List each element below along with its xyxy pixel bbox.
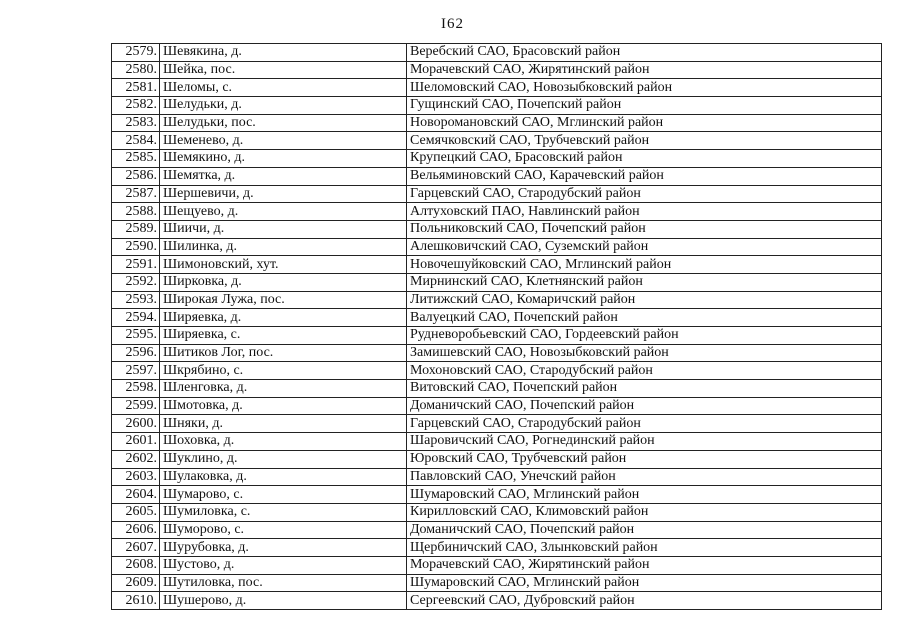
- row-number-cell: 2590.: [112, 238, 160, 256]
- settlement-name-cell: Ширяевка, д.: [160, 309, 407, 327]
- council-district-cell: Шумаровский САО, Мглинский район: [407, 574, 882, 592]
- settlements-table: [111, 43, 882, 610]
- council-district-cell: Семячковский САО, Трубчевский район: [407, 132, 882, 150]
- table-row: [112, 97, 882, 115]
- settlement-name-cell: Шелудьки, пос.: [160, 114, 407, 132]
- table-row: [112, 521, 882, 539]
- settlement-name-cell: Шленговка, д.: [160, 380, 407, 398]
- table-row: [112, 450, 882, 468]
- settlement-name-cell: Широкая Лужа, пос.: [160, 291, 407, 309]
- council-district-cell: Крупецкий САО, Брасовский район: [407, 150, 882, 168]
- table-row: [112, 114, 882, 132]
- table-row: [112, 397, 882, 415]
- table-row: [112, 256, 882, 274]
- settlement-name-cell: Шоховка, д.: [160, 433, 407, 451]
- table-row: [112, 468, 882, 486]
- settlement-name-cell: Шемякино, д.: [160, 150, 407, 168]
- council-district-cell: Шеломовский САО, Новозыбковский район: [407, 79, 882, 97]
- row-number-cell: 2607.: [112, 539, 160, 557]
- row-number-cell: 2605.: [112, 503, 160, 521]
- row-number-cell: 2585.: [112, 150, 160, 168]
- settlement-name-cell: Шумарово, с.: [160, 486, 407, 504]
- table-row: [112, 503, 882, 521]
- council-district-cell: Шаровичский САО, Рогнединский район: [407, 433, 882, 451]
- settlement-name-cell: Шурубовка, д.: [160, 539, 407, 557]
- row-number-cell: 2596.: [112, 344, 160, 362]
- council-district-cell: Алтуховский ПАО, Навлинский район: [407, 203, 882, 221]
- settlement-name-cell: Шустово, д.: [160, 556, 407, 574]
- table-row: [112, 556, 882, 574]
- row-number-cell: 2595.: [112, 327, 160, 345]
- settlement-name-cell: Шершевичи, д.: [160, 185, 407, 203]
- council-district-cell: Вельяминовский САО, Карачевский район: [407, 167, 882, 185]
- row-number-cell: 2609.: [112, 574, 160, 592]
- settlement-name-cell: Шимоновский, хут.: [160, 256, 407, 274]
- table-row: [112, 592, 882, 610]
- table-row: [112, 433, 882, 451]
- table-row: [112, 185, 882, 203]
- table-row: [112, 203, 882, 221]
- table-row: [112, 273, 882, 291]
- table-row: [112, 220, 882, 238]
- council-district-cell: Валуецкий САО, Почепский район: [407, 309, 882, 327]
- row-number-cell: 2579.: [112, 44, 160, 62]
- row-number-cell: 2604.: [112, 486, 160, 504]
- council-district-cell: Павловский САО, Унечский район: [407, 468, 882, 486]
- row-number-cell: 2582.: [112, 97, 160, 115]
- settlements-table-body: [112, 44, 882, 610]
- council-district-cell: Новочешуйковский САО, Мглинский район: [407, 256, 882, 274]
- council-district-cell: Сергеевский САО, Дубровский район: [407, 592, 882, 610]
- row-number-cell: 2587.: [112, 185, 160, 203]
- table-row: [112, 291, 882, 309]
- row-number-cell: 2606.: [112, 521, 160, 539]
- row-number-cell: 2581.: [112, 79, 160, 97]
- row-number-cell: 2586.: [112, 167, 160, 185]
- settlement-name-cell: Шумиловка, с.: [160, 503, 407, 521]
- table-row: [112, 539, 882, 557]
- table-row: [112, 486, 882, 504]
- table-row: [112, 167, 882, 185]
- settlement-name-cell: Шещуево, д.: [160, 203, 407, 221]
- row-number-cell: 2610.: [112, 592, 160, 610]
- table-row: [112, 79, 882, 97]
- council-district-cell: Морачевский САО, Жирятинский район: [407, 61, 882, 79]
- settlement-name-cell: Шелудьки, д.: [160, 97, 407, 115]
- settlement-name-cell: Шуклино, д.: [160, 450, 407, 468]
- settlement-name-cell: Шитиков Лог, пос.: [160, 344, 407, 362]
- row-number-cell: 2600.: [112, 415, 160, 433]
- settlement-name-cell: Шилинка, д.: [160, 238, 407, 256]
- council-district-cell: Веребский САО, Брасовский район: [407, 44, 882, 62]
- council-district-cell: Литижский САО, Комаричский район: [407, 291, 882, 309]
- council-district-cell: Доманичский САО, Почепский район: [407, 397, 882, 415]
- settlement-name-cell: Шкрябино, с.: [160, 362, 407, 380]
- settlement-name-cell: Шулаковка, д.: [160, 468, 407, 486]
- table-row: [112, 415, 882, 433]
- table-row: [112, 574, 882, 592]
- council-district-cell: Кирилловский САО, Климовский район: [407, 503, 882, 521]
- council-district-cell: Гущинский САО, Почепский район: [407, 97, 882, 115]
- row-number-cell: 2602.: [112, 450, 160, 468]
- page-number: I62: [441, 16, 464, 32]
- council-district-cell: Мирнинский САО, Клетнянский район: [407, 273, 882, 291]
- council-district-cell: Замишевский САО, Новозыбковский район: [407, 344, 882, 362]
- table-row: [112, 44, 882, 62]
- table-row: [112, 150, 882, 168]
- council-district-cell: Щербиничский САО, Злынковский район: [407, 539, 882, 557]
- council-district-cell: Морачевский САО, Жирятинский район: [407, 556, 882, 574]
- settlement-name-cell: Шиичи, д.: [160, 220, 407, 238]
- council-district-cell: Гарцевский САО, Стародубский район: [407, 415, 882, 433]
- row-number-cell: 2603.: [112, 468, 160, 486]
- council-district-cell: Мохоновский САО, Стародубский район: [407, 362, 882, 380]
- row-number-cell: 2584.: [112, 132, 160, 150]
- row-number-cell: 2597.: [112, 362, 160, 380]
- row-number-cell: 2583.: [112, 114, 160, 132]
- table-row: [112, 61, 882, 79]
- row-number-cell: 2592.: [112, 273, 160, 291]
- row-number-cell: 2593.: [112, 291, 160, 309]
- table-row: [112, 380, 882, 398]
- council-district-cell: Витовский САО, Почепский район: [407, 380, 882, 398]
- row-number-cell: 2589.: [112, 220, 160, 238]
- settlement-name-cell: Шемятка, д.: [160, 167, 407, 185]
- settlement-name-cell: Шушерово, д.: [160, 592, 407, 610]
- council-district-cell: Доманичский САО, Почепский район: [407, 521, 882, 539]
- settlement-name-cell: Ширковка, д.: [160, 273, 407, 291]
- row-number-cell: 2588.: [112, 203, 160, 221]
- council-district-cell: Рудневоробьевский САО, Гордеевский район: [407, 327, 882, 345]
- council-district-cell: Польниковский САО, Почепский район: [407, 220, 882, 238]
- settlement-name-cell: Шеломы, с.: [160, 79, 407, 97]
- row-number-cell: 2598.: [112, 380, 160, 398]
- table-row: [112, 327, 882, 345]
- council-district-cell: Алешковичский САО, Суземский район: [407, 238, 882, 256]
- table-row: [112, 362, 882, 380]
- settlement-name-cell: Шмотовка, д.: [160, 397, 407, 415]
- table-row: [112, 309, 882, 327]
- row-number-cell: 2580.: [112, 61, 160, 79]
- settlement-name-cell: Шейка, пос.: [160, 61, 407, 79]
- settlement-name-cell: Шняки, д.: [160, 415, 407, 433]
- settlement-name-cell: Шутиловка, пос.: [160, 574, 407, 592]
- council-district-cell: Юровский САО, Трубчевский район: [407, 450, 882, 468]
- council-district-cell: Гарцевский САО, Стародубский район: [407, 185, 882, 203]
- settlement-name-cell: Шуморово, с.: [160, 521, 407, 539]
- row-number-cell: 2591.: [112, 256, 160, 274]
- council-district-cell: Новоромановский САО, Мглинский район: [407, 114, 882, 132]
- table-row: [112, 238, 882, 256]
- table-row: [112, 344, 882, 362]
- row-number-cell: 2594.: [112, 309, 160, 327]
- table-row: [112, 132, 882, 150]
- settlement-name-cell: Шеменево, д.: [160, 132, 407, 150]
- council-district-cell: Шумаровский САО, Мглинский район: [407, 486, 882, 504]
- row-number-cell: 2608.: [112, 556, 160, 574]
- row-number-cell: 2599.: [112, 397, 160, 415]
- settlement-name-cell: Ширяевка, с.: [160, 327, 407, 345]
- settlement-name-cell: Шевякина, д.: [160, 44, 407, 62]
- row-number-cell: 2601.: [112, 433, 160, 451]
